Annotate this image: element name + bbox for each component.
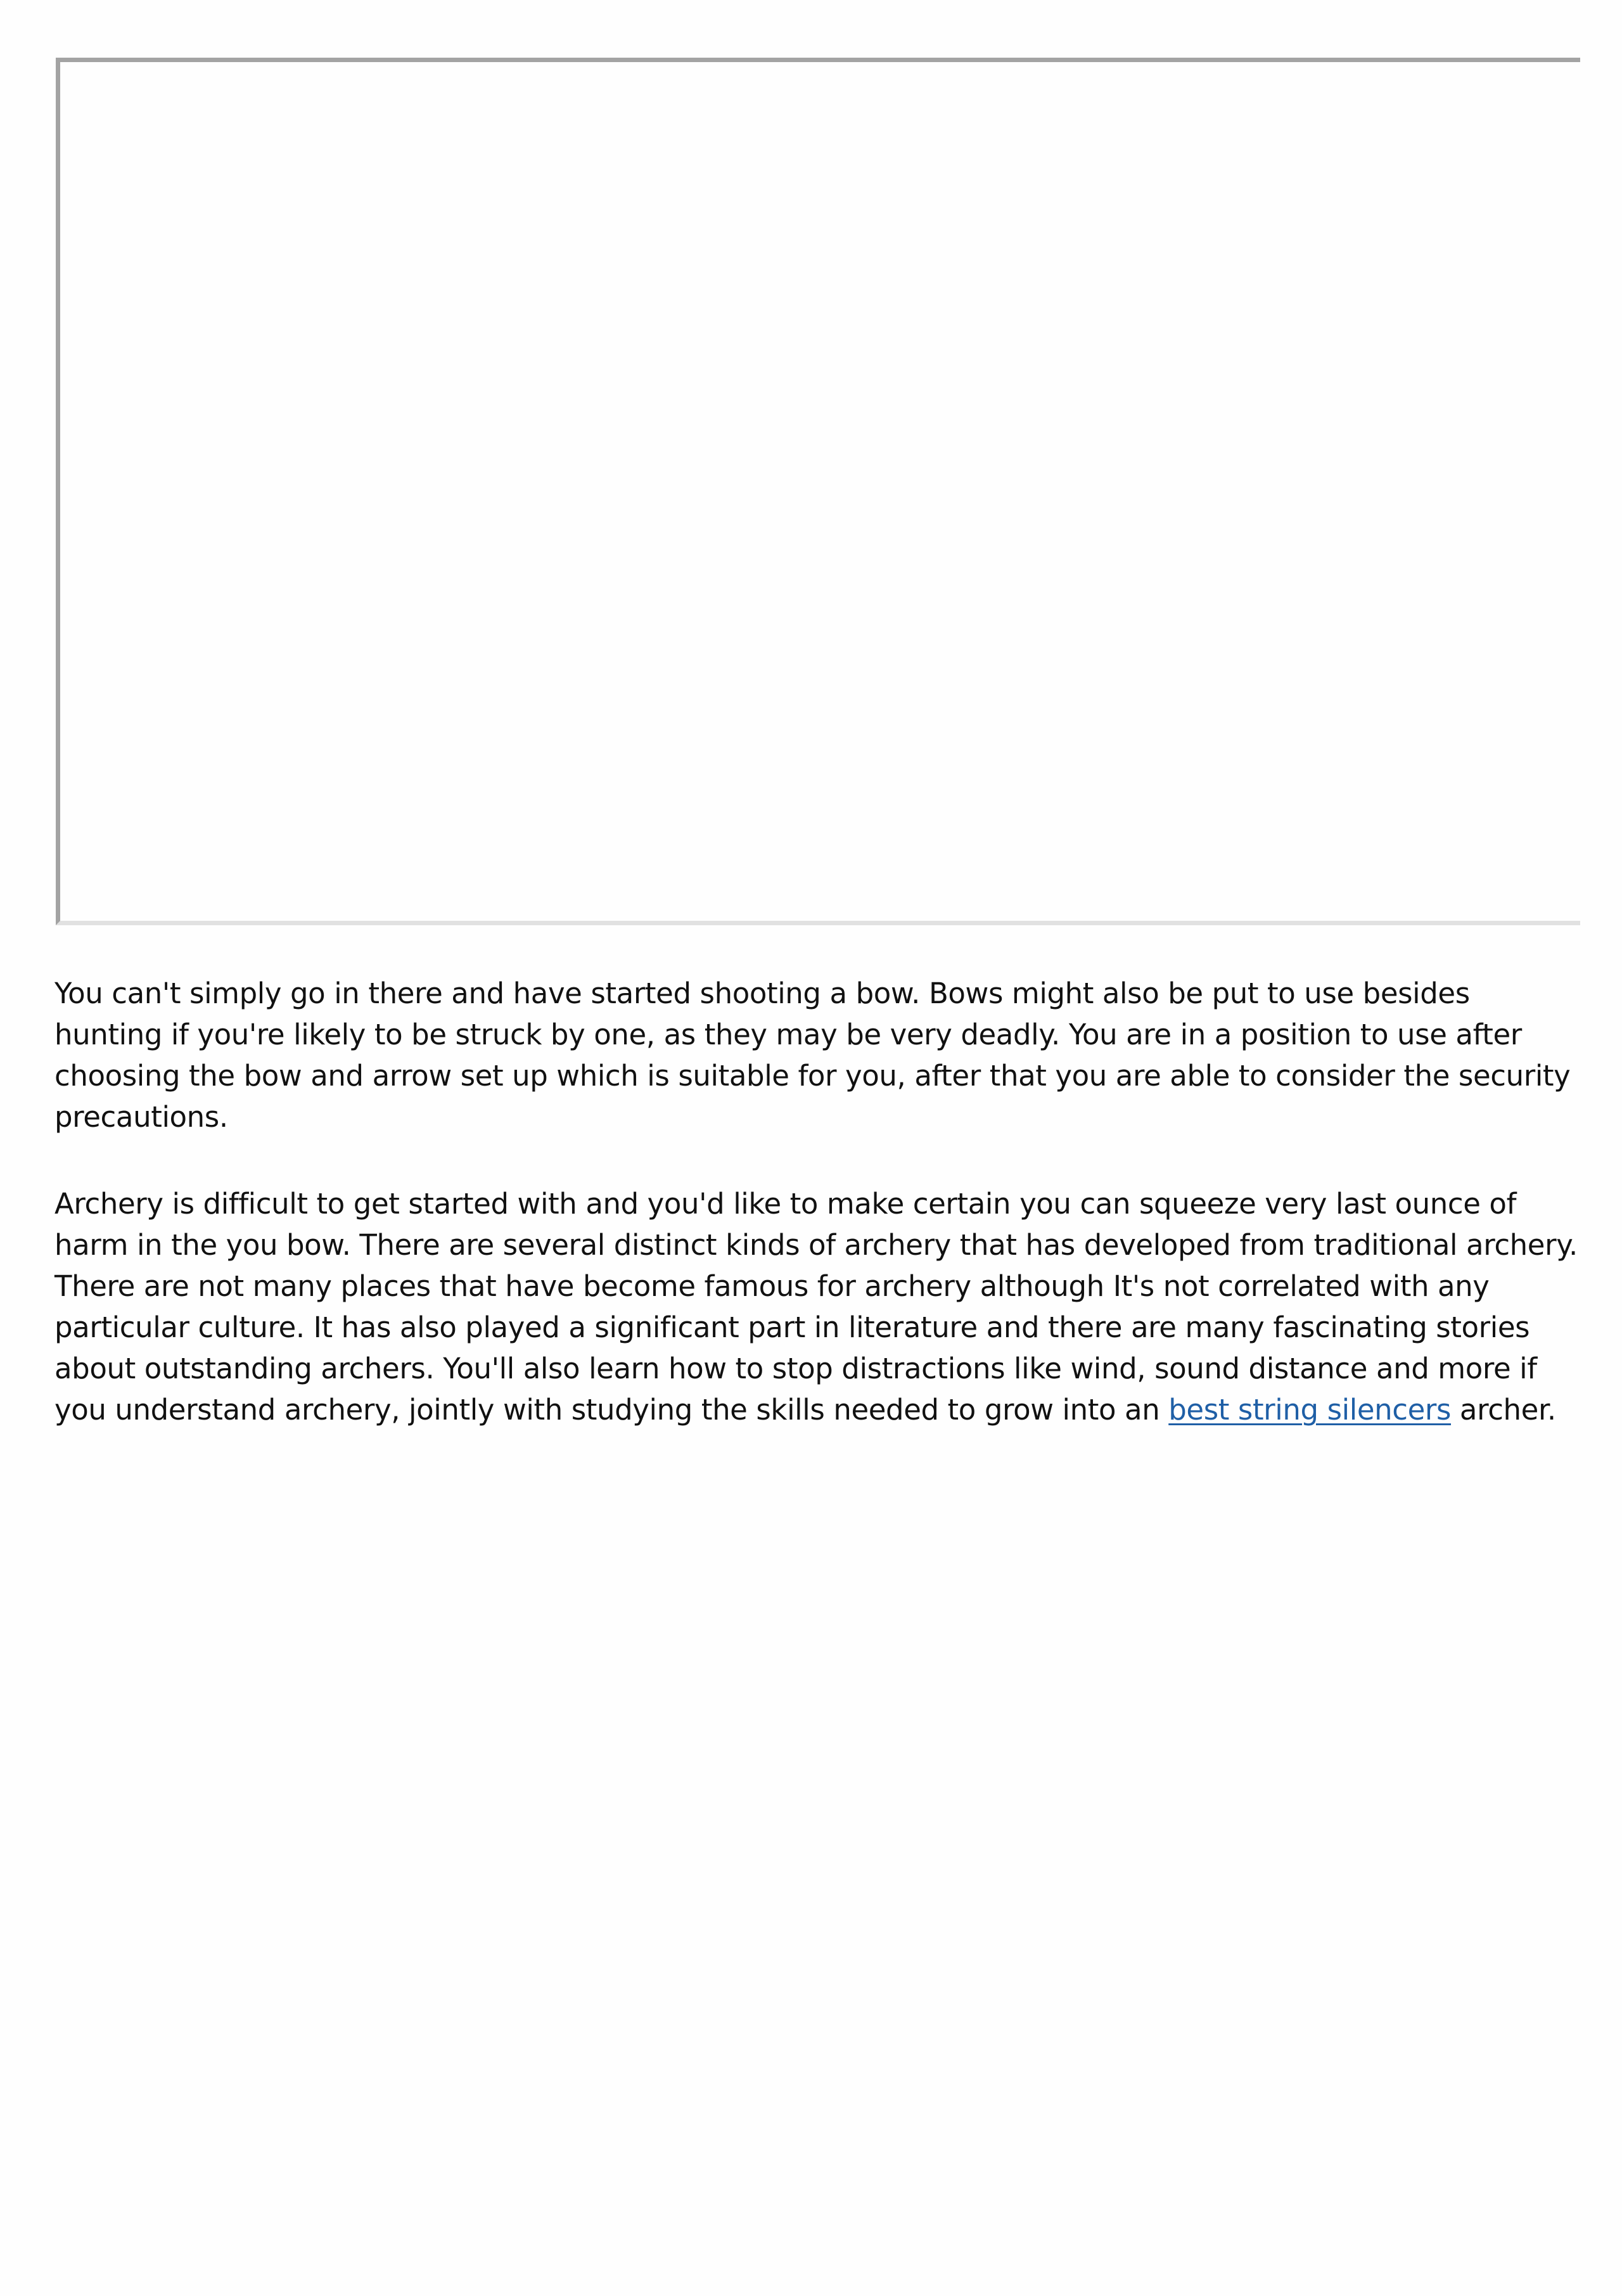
article-body <box>54 973 1581 1476</box>
paragraph-2-end: archer. <box>1459 1393 1556 1427</box>
paragraph-2 <box>54 1183 1581 1430</box>
paragraph-1: You can't simply go in there and have started shooting a bow. Bows might also be put to use besides hunting if you're likely to be struck by one, as they may be very deadly. You are in a position to use after choosing the bow and arrow set up which is suitable for you, after that you are able to consider the security precautions. <box>54 977 1571 1134</box>
paragraph-2-text: Archery is difficult to get started with and you'd like to make certain you can squeeze very last ounce of harm in the you bow. There are several distinct kinds of archery that has developed from traditional archery. There are not many places that have become famous for archery although It's not correlated with any particular culture. It has also played a significant part in literature and there are many fascinating stories about outstanding archers. You'll also learn how to stop distractions like wind, sound distance and more if you understand archery, jointly with studying the skills needed to grow into an <box>54 1187 1578 1427</box>
embedded-frame <box>56 58 1580 925</box>
best-string-silencers-link[interactable]: best string silencers <box>1168 1393 1452 1427</box>
